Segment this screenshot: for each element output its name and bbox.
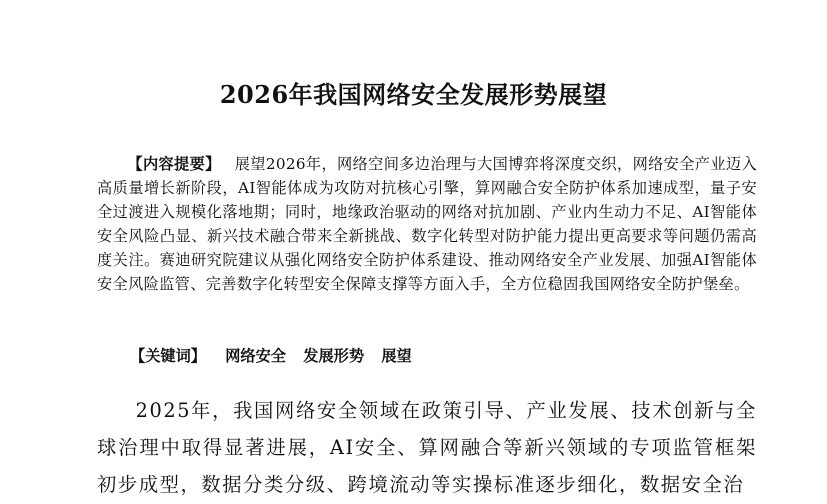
- keyword-item: 发展形势: [303, 347, 365, 365]
- keywords-line: [130, 344, 424, 368]
- keyword-item: 展望: [381, 347, 412, 365]
- keywords-label: 【关键词】: [130, 347, 206, 365]
- abstract-label: 【内容提要】: [127, 155, 221, 173]
- document-title: 2026年我国网络安全发展形势展望: [219, 80, 608, 109]
- abstract-paragraph: [97, 152, 757, 297]
- abstract-text: 展望2026年，网络空间多边治理与大国博弈将深度交织，网络安全产业迈入高质量增长新阶段，AI智能体成为攻防对抗核心引擎，算网融合安全防护体系加速成型，量子安全过渡进入规模化落地期；同时，地缘政治驱动的网络对抗加剧、产业内生动力不足、AI智能体安全风险凸显、新兴技术融合带来全新挑战、数字化转型对防护能力提出更高要求等问题仍需高度关注。赛迪研究院建议从强化网络安全防护体系建设、推动网络安全产业发展、加强AI智能体安全风险监管、完善数字化转型安全保障支撑等方面入手，全方位稳固我国网络安全防护堡垒。: [97, 155, 757, 294]
- body-paragraph: 2025年，我国网络安全领域在政策引导、产业发展、技术创新与全球治理中取得显著进展，AI安全、算网融合等新兴领域的专项监管框架初步成型，数据分类分级、跨境流动等实操标准逐步细化，数据安全治: [97, 399, 757, 496]
- keyword-item: 网络安全: [225, 347, 286, 365]
